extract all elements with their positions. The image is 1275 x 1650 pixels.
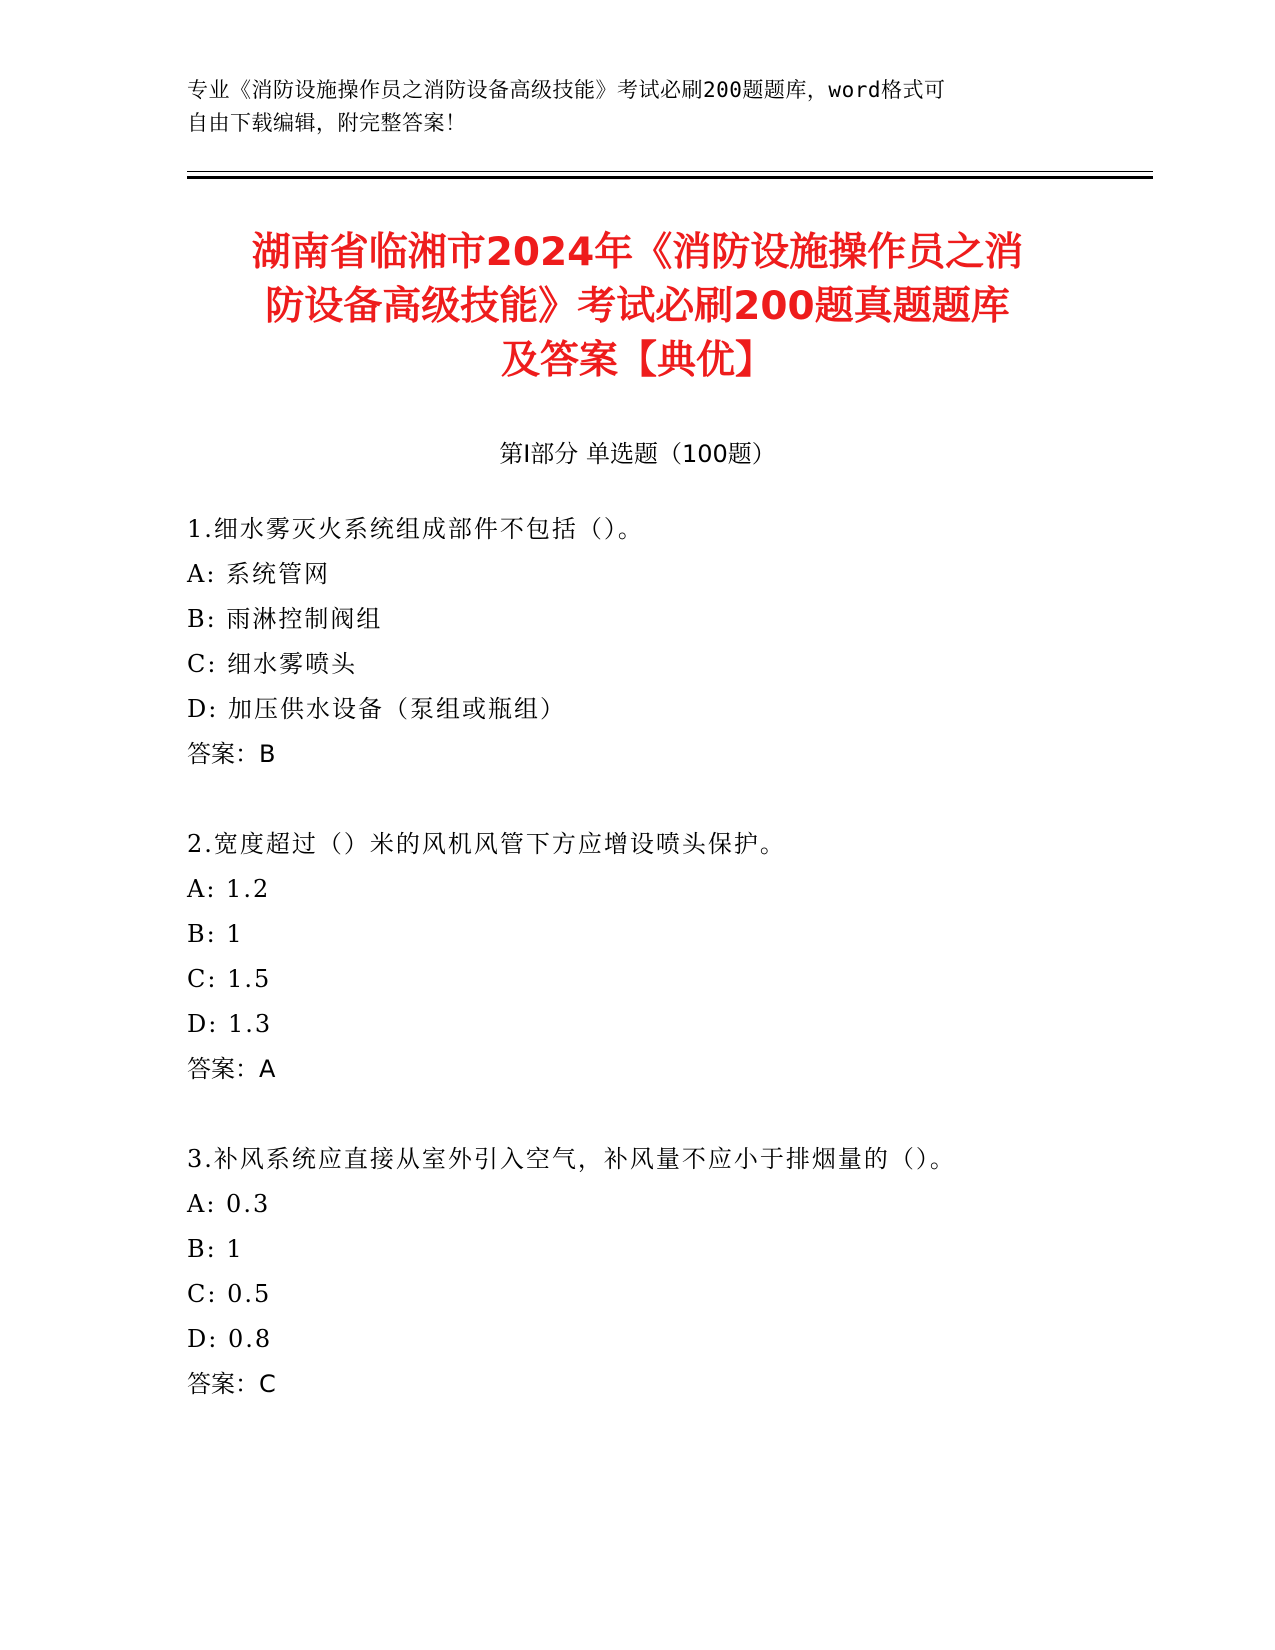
option-d: D: 1.3 [187,1010,273,1038]
document-title [170,226,1105,388]
question-2 [187,822,1127,1092]
option-c: C: 0.5 [187,1280,272,1308]
option-b: B: 1 [187,920,244,948]
answer: 答案：C [187,1370,276,1398]
question-1 [187,507,1127,777]
option-a: A: 1.2 [187,875,271,903]
question-stem: 3.补风系统应直接从室外引入空气，补风量不应小于排烟量的（）。 [187,1145,956,1173]
option-c: C: 细水雾喷头 [187,650,358,678]
question-3 [187,1137,1127,1407]
header-note-line-1: 专业《消防设施操作员之消防设备高级技能》考试必刷200题题库，word格式可 [187,78,946,102]
header-rule-thin [187,171,1153,172]
option-b: B: 1 [187,1235,244,1263]
header-rule-thick [187,176,1153,179]
option-b: B: 雨淋控制阀组 [187,605,383,633]
answer: 答案：B [187,740,276,768]
option-d: D: 加压供水设备（泵组或瓶组） [187,695,566,723]
option-a: A: 0.3 [187,1190,271,1218]
header-note [187,74,1067,140]
option-c: C: 1.5 [187,965,272,993]
title-line-1: 湖南省临湘市2024年《消防设施操作员之消 [251,230,1024,275]
question-stem: 2.宽度超过（）米的风机风管下方应增设喷头保护。 [187,830,786,858]
section-heading: 第Ⅰ部分 单选题（100题） [499,440,776,468]
question-stem: 1.细水雾灭火系统组成部件不包括（）。 [187,515,644,543]
title-line-2: 防设备高级技能》考试必刷200题真题题库 [265,284,1010,329]
header-note-line-2: 自由下载编辑，附完整答案！ [187,111,467,135]
answer: 答案：A [187,1055,276,1083]
option-d: D: 0.8 [187,1325,273,1353]
title-line-3: 及答案【典优】 [500,338,774,383]
option-a: A: 系统管网 [187,560,331,588]
